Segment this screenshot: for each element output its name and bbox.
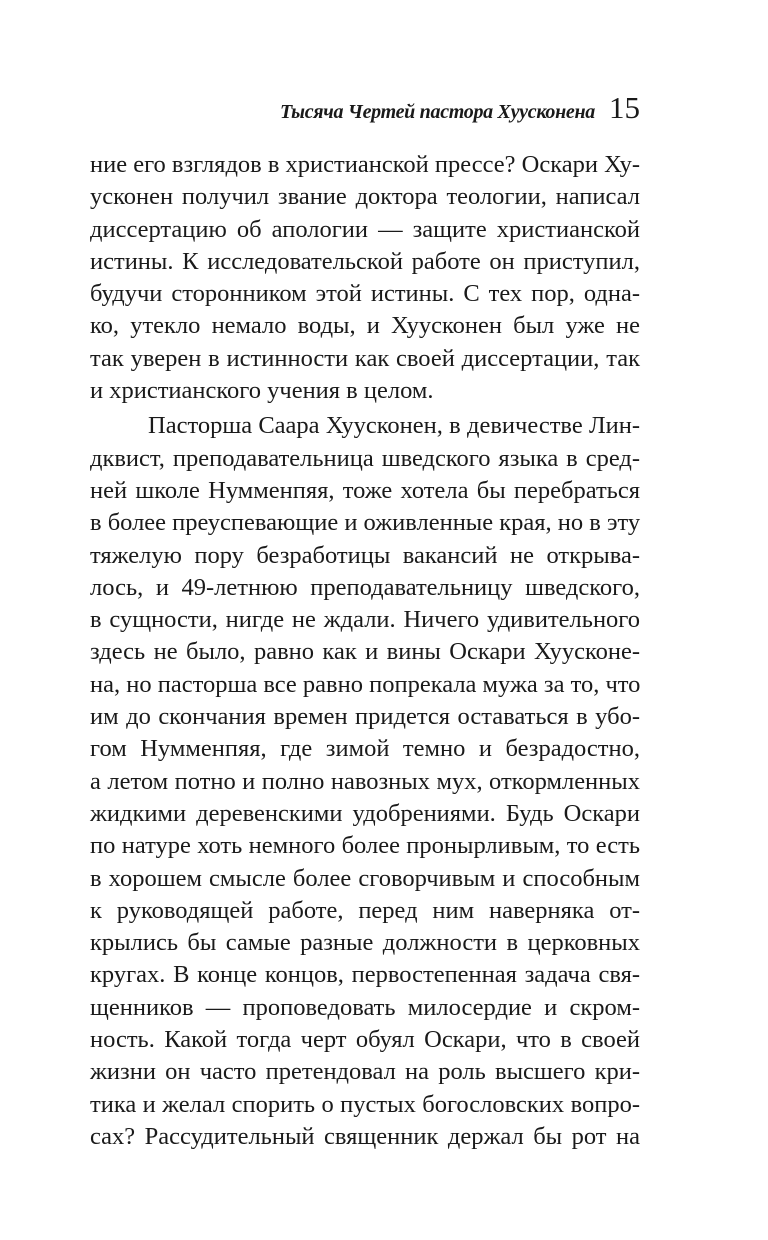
body-text (90, 149, 640, 1153)
text-line: к руководящей работе, перед ним наверняка от- (90, 896, 640, 924)
text-line: на, но пасторша все равно попрекала мужа за то, что (90, 670, 641, 698)
running-head (90, 92, 640, 134)
text-line: усконен получил звание доктора теологии, написал (90, 183, 640, 211)
text-line: дквист, преподавательница шведского языка в сред- (90, 444, 640, 472)
text-line: ко, утекло немало воды, и Хуусконен был уже не (90, 312, 640, 340)
text-line: в более преуспевающие и оживленные края, но в эту (90, 509, 641, 537)
text-line: так уверен в истинности как своей диссертации, так (90, 344, 640, 372)
text-line: ность. Какой тогда черт обуял Оскари, что в своей (90, 1026, 640, 1054)
running-title: Тысяча Чертей пастора Хуусконена (279, 101, 595, 123)
text-line: тика и желал спорить о пустых богословских вопро- (90, 1090, 640, 1118)
paragraph-1 (90, 149, 640, 407)
text-line: в хорошем смысле более сговорчивым и способным (90, 864, 640, 892)
text-line: ние его взглядов в христианской прессе? Оскари Ху- (90, 151, 641, 178)
text-line: а летом потно и полно навозных мух, откормленных (90, 767, 640, 795)
text-line: по натуре хоть немного более пронырливым, то есть (90, 832, 640, 860)
text-line: жизни он часто претендовал на роль высшего кри- (90, 1058, 640, 1086)
text-line: и христианского учения в целом. (90, 377, 434, 405)
text-line: истины. К исследовательской работе он приступил, (90, 247, 640, 275)
paragraph-2 (90, 410, 640, 1153)
text-line: гом Нумменпяя, где зимой темно и безрадостно, (90, 735, 640, 763)
text-line: сах? Рассудительный священник держал бы рот на (90, 1122, 640, 1150)
text-line: Пасторша Саара Хуусконен, в девичестве Лин- (148, 412, 640, 440)
text-line: в сущности, нигде не ждали. Ничего удивительного (90, 606, 640, 634)
page-number: 15 (609, 90, 640, 125)
text-line: жидкими деревенскими удобрениями. Будь Оскари (90, 799, 640, 827)
text-line: кругах. В конце концов, первостепенная задача свя- (90, 961, 640, 989)
text-line: им до скончания времен придется оставаться в убо- (90, 703, 640, 731)
text-line: будучи сторонником этой истины. С тех пор, одна- (90, 280, 640, 308)
text-line: тяжелую пору безработицы вакансий не открыва- (90, 541, 640, 569)
text-line: диссертацию об апологии — защите христианской (90, 215, 640, 243)
text-line: лось, и 49-летнюю преподавательницу шведского, (90, 573, 640, 601)
text-line: ней школе Нумменпяя, тоже хотела бы перебраться (90, 476, 640, 504)
text-line: щенников — проповедовать милосердие и скром- (90, 993, 640, 1021)
text-line: здесь не было, равно как и вины Оскари Хуусконе- (90, 638, 640, 666)
text-line: крылись бы самые разные должности в церковных (90, 929, 640, 957)
